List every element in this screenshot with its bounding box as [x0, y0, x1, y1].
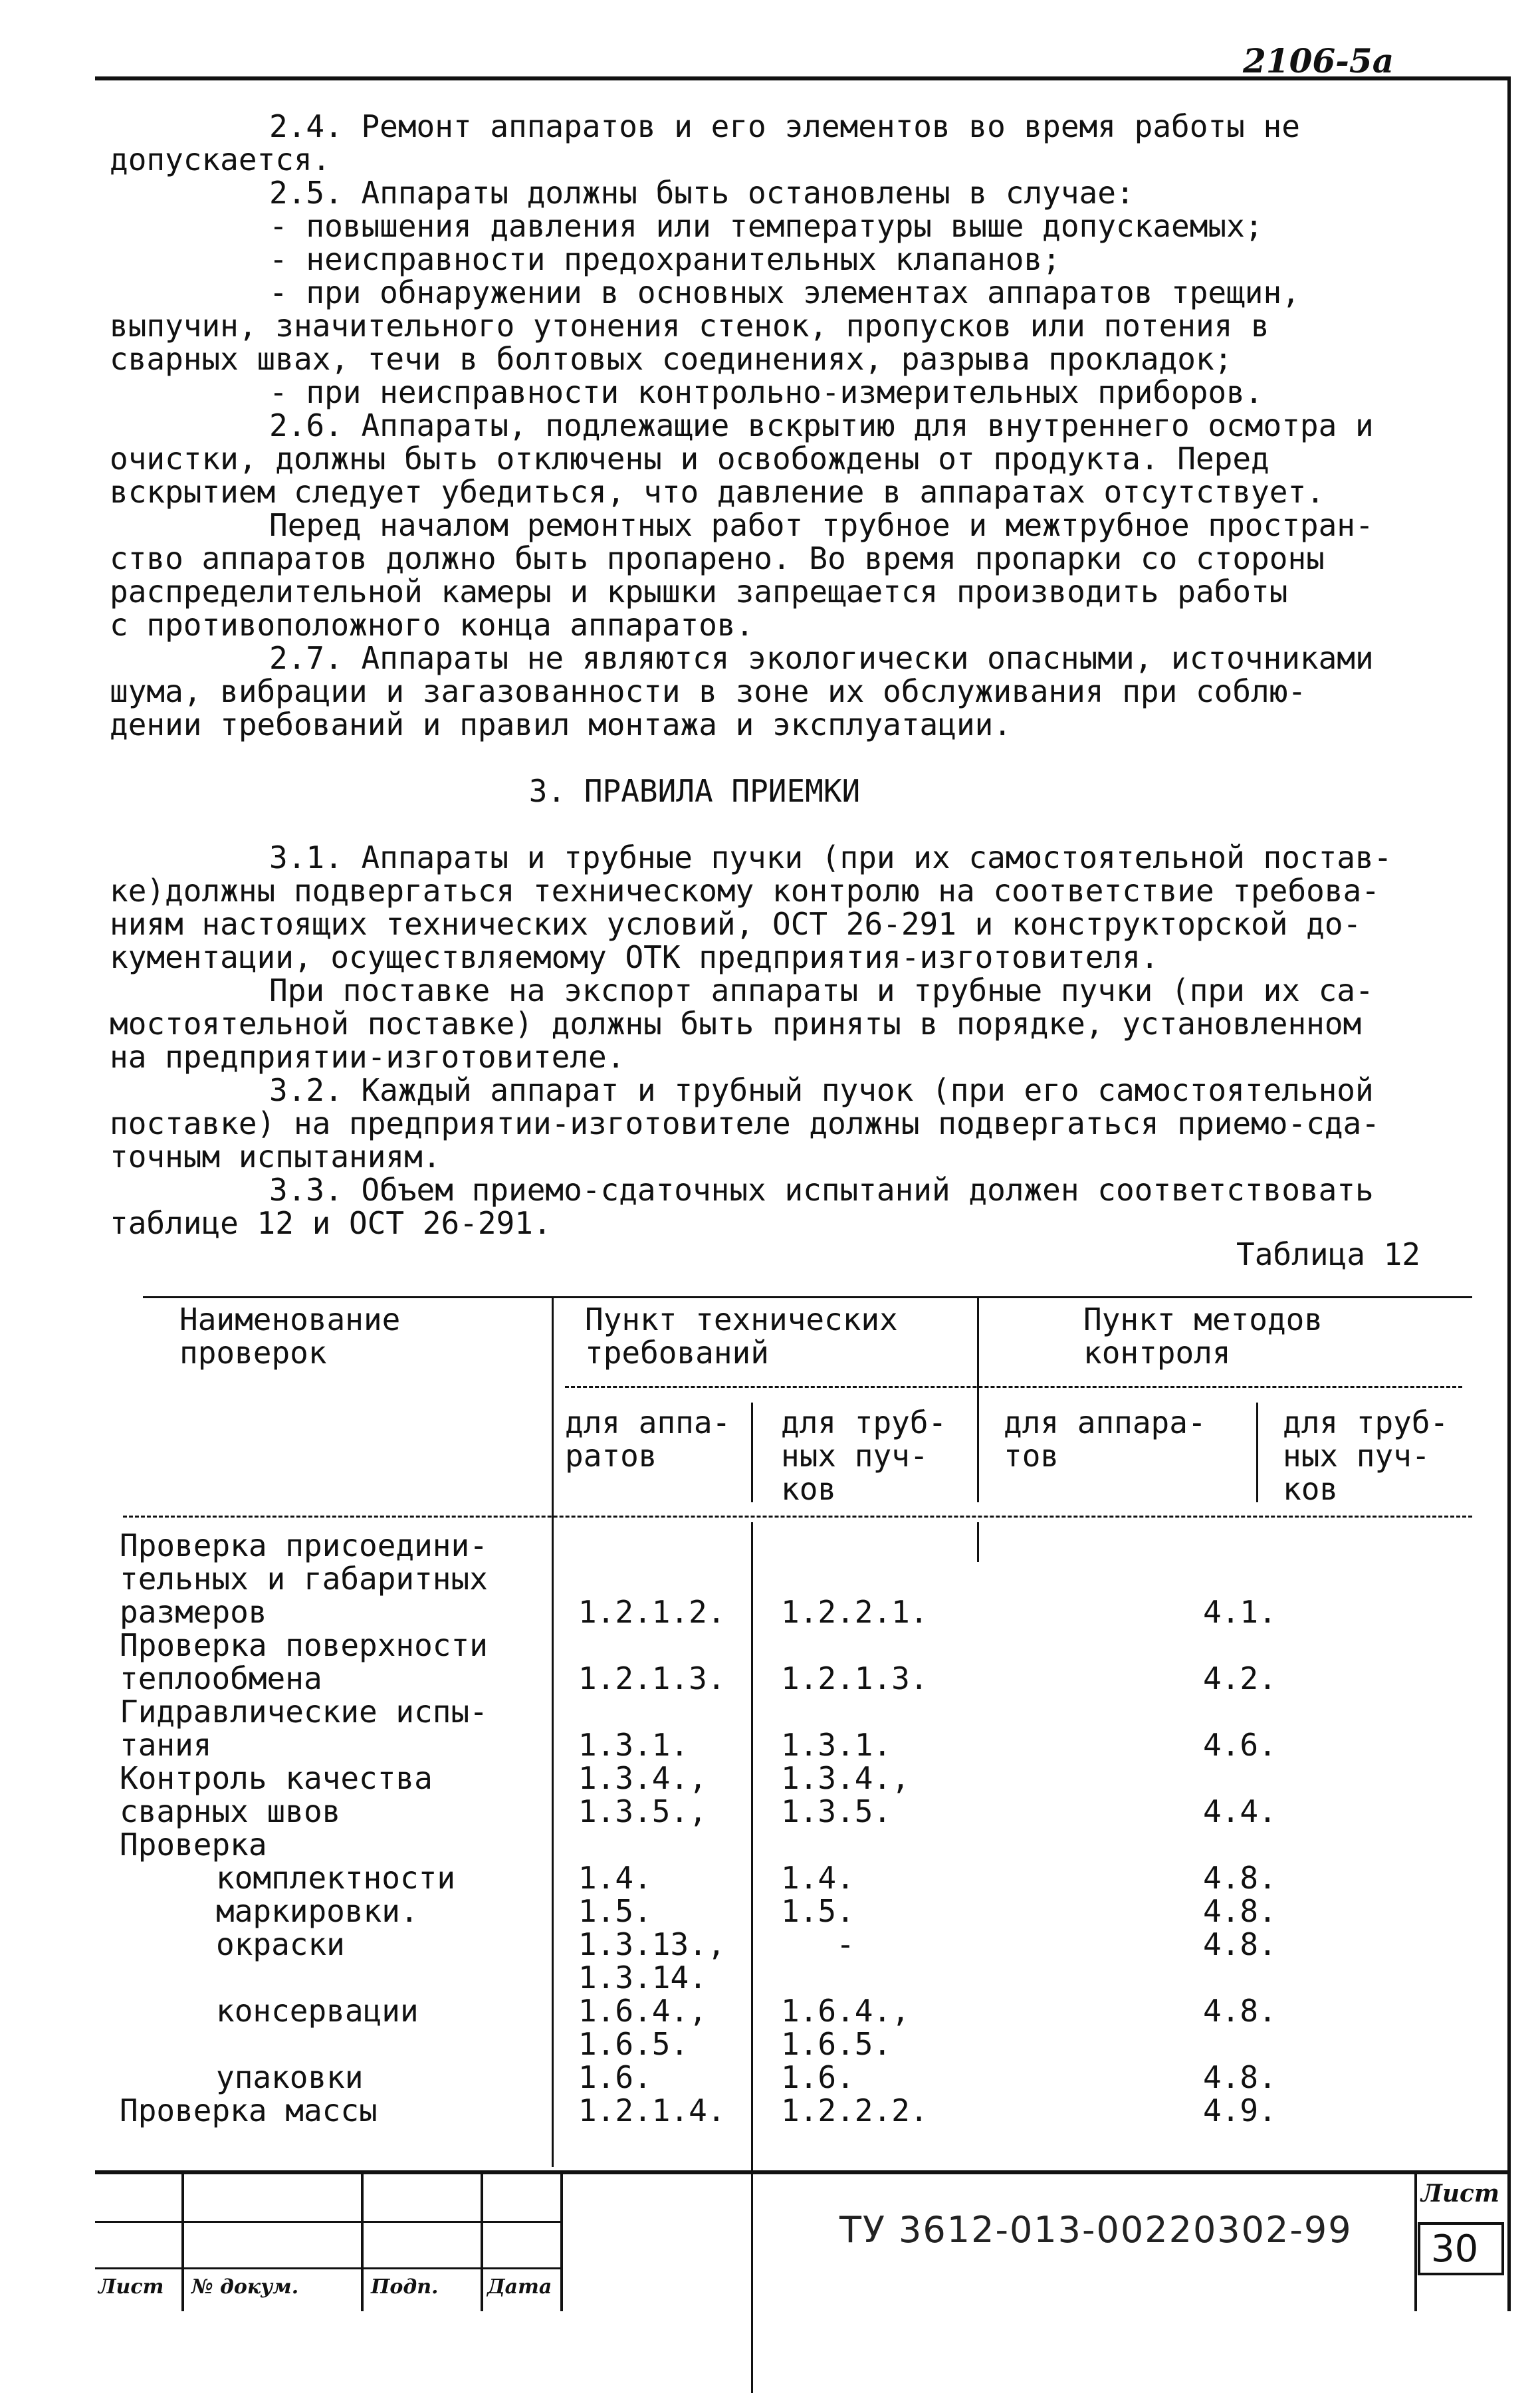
- text-line: очистки, должны быть отключены и освобождены от продукта. Перед: [110, 441, 1269, 477]
- header-method-line1: Пункт методов: [1083, 1302, 1323, 1337]
- check-name: тания: [120, 1727, 212, 1763]
- subheader-method-tube: ных пуч-: [1283, 1438, 1430, 1474]
- check-name: упаковки: [216, 2059, 364, 2095]
- table-body: [113, 1529, 1476, 2127]
- text-line: ниям настоящих технических условий, ОСТ 26-291 и конструкторской до-: [110, 906, 1362, 942]
- text-line: - неисправности предохранительных клапанов;: [269, 241, 1061, 277]
- check-name: Контроль качества: [120, 1760, 433, 1796]
- table-row: [113, 1529, 1476, 1562]
- stamp-row-rule: [95, 2221, 560, 2223]
- table-row: [113, 2027, 1476, 2061]
- tech-req-tube: 1.6.5.: [781, 2026, 892, 2062]
- title-block: [95, 2170, 1511, 2311]
- check-name: Гидравлические испы-: [120, 1694, 488, 1730]
- table-row: [113, 1828, 1476, 1861]
- text-line: допускается.: [110, 142, 331, 177]
- text-line: выпучин, значительного утонения стенок, пропусков или потения в: [110, 308, 1269, 344]
- header-name-line2: проверок: [179, 1335, 327, 1371]
- table-col-divider: [1256, 1403, 1258, 1502]
- subheader-tube: ков: [781, 1471, 837, 1507]
- control-method: 4.8.: [1203, 1926, 1277, 1962]
- stamp-divider: [1414, 2174, 1417, 2311]
- table-row: [113, 1928, 1476, 1961]
- table-row: [113, 1762, 1476, 1795]
- subheader-method-tube: для труб-: [1283, 1405, 1449, 1440]
- tech-req-tube: 1.6.4.,: [781, 1993, 910, 2029]
- text-line: 3.2. Каждый аппарат и трубный пучок (при его самостоятельной: [269, 1072, 1374, 1108]
- tech-req-tube: 1.3.4.,: [781, 1760, 910, 1796]
- text-line: шума, вибрации и загазованности в зоне их обслуживания при соблю-: [110, 673, 1307, 709]
- text-line: вскрытием следует убедиться, что давление в аппаратах отсутствует.: [110, 474, 1325, 510]
- tech-req-apparatus: 1.3.14.: [578, 1960, 707, 1995]
- text-line: 3.1. Аппараты и трубные пучки (при их самостоятельной постав-: [269, 840, 1392, 875]
- header-bottom-dash-rule: [123, 1516, 1472, 1518]
- check-name: сварных швов: [120, 1793, 341, 1829]
- tech-req-apparatus: 1.6.: [578, 2059, 652, 2095]
- text-line: 2.5. Аппараты должны быть остановлены в случае:: [269, 175, 1135, 211]
- table-row: [113, 1629, 1476, 1662]
- tech-req-tube: -: [781, 1926, 855, 1962]
- stamp-divider: [361, 2174, 364, 2311]
- table-row: [113, 1994, 1476, 2027]
- text-line: - повышения давления или температуры выше допускаемых;: [269, 208, 1264, 244]
- check-name: маркировки.: [216, 1893, 419, 1929]
- subheader-apparatus: для аппа-: [565, 1405, 731, 1440]
- text-line: мостоятельной поставке) должны быть приняты в порядке, установленном: [110, 1006, 1362, 1042]
- table-col-divider: [977, 1296, 979, 1502]
- tech-req-apparatus: 1.3.4.,: [578, 1760, 707, 1796]
- header-tech-line2: требований: [585, 1335, 769, 1371]
- header-tech-line1: Пункт технических: [585, 1302, 898, 1337]
- tech-req-apparatus: 1.3.5.,: [578, 1793, 707, 1829]
- subheader-tube: для труб-: [781, 1405, 947, 1440]
- subheader-method-apparatus: для аппара-: [1004, 1405, 1206, 1440]
- stamp-label: Лист: [98, 2275, 164, 2299]
- table-row: [113, 2094, 1476, 2127]
- tech-req-tube: 1.2.2.1.: [781, 1594, 929, 1630]
- table-row: [113, 2061, 1476, 2094]
- table-row: [113, 1695, 1476, 1728]
- text-line: на предприятии-изготовителе.: [110, 1039, 625, 1075]
- section-heading: 3. ПРАВИЛА ПРИЕМКИ: [528, 773, 861, 809]
- subheader-method-apparatus: тов: [1004, 1438, 1059, 1474]
- tech-req-tube: 1.3.5.: [781, 1793, 892, 1829]
- text-line: ке)должны подвергаться техническому контролю на соответствие требова-: [110, 873, 1380, 909]
- sheet-label: Лист: [1421, 2180, 1500, 2208]
- control-method: 4.8.: [1203, 1893, 1277, 1929]
- text-line: сварных швах, течи в болтовых соединениях, разрыва прокладок;: [110, 341, 1233, 377]
- stamp-divider: [481, 2174, 483, 2311]
- tech-req-apparatus: 1.3.1.: [578, 1727, 689, 1763]
- tech-req-apparatus: 1.5.: [578, 1893, 652, 1929]
- text-line: - при обнаружении в основных элементах аппаратов трещин,: [269, 275, 1300, 310]
- check-name: Проверка: [120, 1827, 267, 1863]
- check-name: комплектности: [216, 1860, 456, 1896]
- stamp-label: № докум.: [191, 2275, 299, 2299]
- header-method-line2: контроля: [1083, 1335, 1231, 1371]
- table-row: [113, 1861, 1476, 1894]
- table-row: [113, 1795, 1476, 1828]
- control-method: 4.8.: [1203, 1993, 1277, 2029]
- header-dash-rule: [565, 1386, 1462, 1388]
- table-row: [113, 1961, 1476, 1994]
- tech-req-apparatus: 1.4.: [578, 1860, 652, 1896]
- table-row: [113, 1562, 1476, 1595]
- text-line: 2.4. Ремонт аппаратов и его элементов во время работы не: [269, 108, 1300, 144]
- header-name-line1: Наименование: [179, 1302, 401, 1337]
- control-method: 4.4.: [1203, 1793, 1277, 1829]
- control-method: 4.9.: [1203, 2093, 1277, 2128]
- subheader-apparatus: ратов: [565, 1438, 657, 1474]
- tech-req-tube: 1.6.: [781, 2059, 855, 2095]
- text-line: ство аппаратов должно быть пропарено. Во время пропарки со стороны: [110, 540, 1325, 576]
- tech-req-apparatus: 1.6.4.,: [578, 1993, 707, 2029]
- text-line: - при неисправности контрольно-измерительных приборов.: [269, 374, 1264, 410]
- subheader-tube: ных пуч-: [781, 1438, 929, 1474]
- document-code: ТУ 3612-013-00220302-99: [839, 2209, 1353, 2251]
- table-row: [113, 1595, 1476, 1629]
- tech-req-apparatus: 1.2.1.3.: [578, 1660, 726, 1696]
- stamp-label: Подп.: [371, 2275, 439, 2299]
- subheader-method-tube: ков: [1283, 1471, 1339, 1507]
- handwritten-note: 2106-5а: [1243, 41, 1394, 80]
- tech-req-apparatus: 1.2.1.4.: [578, 2093, 726, 2128]
- tech-req-tube: 1.3.1.: [781, 1727, 892, 1763]
- text-line: 2.6. Аппараты, подлежащие вскрытию для внутреннего осмотра и: [269, 407, 1374, 443]
- table-row: [113, 1662, 1476, 1695]
- control-method: 4.2.: [1203, 1660, 1277, 1696]
- tech-req-tube: 1.4.: [781, 1860, 855, 1896]
- body-text: [110, 110, 1479, 1240]
- stamp-divider: [181, 2174, 184, 2311]
- check-name: консервации: [216, 1993, 419, 2029]
- tech-req-tube: 1.2.2.2.: [781, 2093, 929, 2128]
- table-top-rule: [143, 1296, 1472, 1298]
- sheet-number: 30: [1431, 2227, 1479, 2271]
- text-line: кументации, осуществляемому ОТК предприятия-изготовителя.: [110, 939, 1159, 975]
- tech-req-tube: 1.5.: [781, 1893, 855, 1929]
- check-name: тельных и габаритных: [120, 1561, 488, 1597]
- control-method: 4.8.: [1203, 1860, 1277, 1896]
- text-line: Перед началом ремонтных работ трубное и межтрубное простран-: [269, 507, 1374, 543]
- text-line: распределительной камеры и крышки запрещается производить работы: [110, 574, 1288, 610]
- check-name: Проверка присоедини-: [120, 1528, 488, 1563]
- check-name: Проверка массы: [120, 2093, 378, 2128]
- text-line: таблице 12 и ОСТ 26-291.: [110, 1205, 552, 1241]
- control-method: 4.1.: [1203, 1594, 1277, 1630]
- check-name: теплообмена: [120, 1660, 322, 1696]
- text-line: При поставке на экспорт аппараты и трубные пучки (при их са-: [269, 972, 1374, 1008]
- check-name: размеров: [120, 1594, 267, 1630]
- tech-req-apparatus: 1.2.1.2.: [578, 1594, 726, 1630]
- text-line: дении требований и правил монтажа и эксплуатации.: [110, 707, 1012, 742]
- table-caption: Таблица 12: [1236, 1236, 1420, 1272]
- check-name: Проверка поверхности: [120, 1627, 488, 1663]
- text-line: с противоположного конца аппаратов.: [110, 607, 754, 643]
- table-col-divider: [751, 1403, 753, 1502]
- table-row: [113, 1728, 1476, 1762]
- text-line: точным испытаниям.: [110, 1139, 441, 1175]
- stamp-divider: [560, 2174, 563, 2311]
- text-line: 2.7. Аппараты не являются экологически опасными, источниками: [269, 640, 1374, 676]
- control-method: 4.8.: [1203, 2059, 1277, 2095]
- stamp-label: Дата: [487, 2275, 552, 2299]
- text-line: поставке) на предприятии-изготовителе должны подвергаться приемо-сда-: [110, 1105, 1380, 1141]
- tech-req-apparatus: 1.3.13.,: [578, 1926, 726, 1962]
- tech-req-apparatus: 1.6.5.: [578, 2026, 689, 2062]
- tech-req-tube: 1.2.1.3.: [781, 1660, 929, 1696]
- control-method: 4.6.: [1203, 1727, 1277, 1763]
- stamp-row-rule: [95, 2267, 560, 2269]
- check-name: окраски: [216, 1926, 345, 1962]
- text-line: 3.3. Объем приемо-сдаточных испытаний должен соответствовать: [269, 1172, 1374, 1208]
- table-row: [113, 1894, 1476, 1928]
